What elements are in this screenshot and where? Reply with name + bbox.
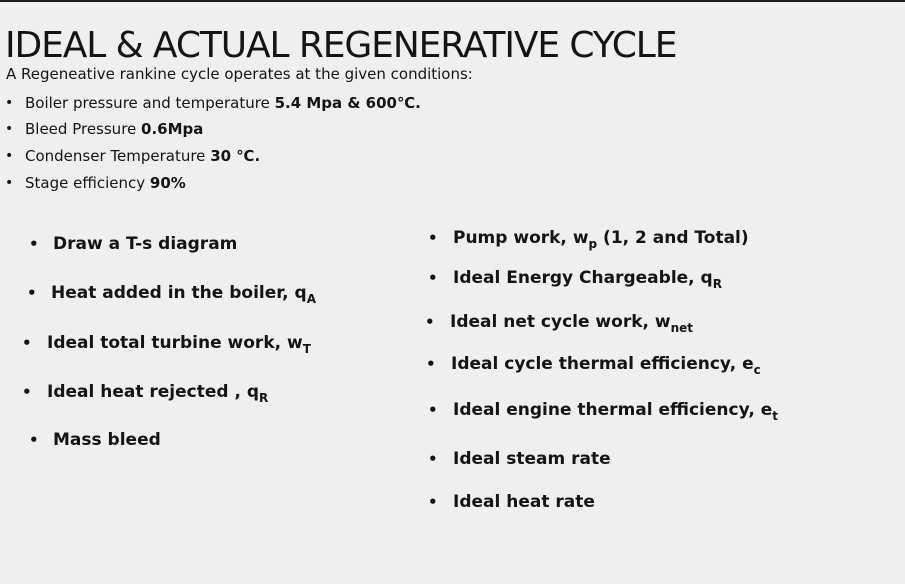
task-subscript: R [712, 277, 722, 291]
task-text: Ideal Energy Chargeable, q [453, 268, 713, 288]
task-text: Ideal engine thermal efficiency, e [453, 400, 773, 420]
bullet-icon: • [428, 229, 438, 247]
bullet-icon: • [428, 269, 438, 287]
bullet-icon: • [22, 334, 32, 352]
task-subscript: c [753, 363, 761, 377]
bullet-icon: • [5, 175, 14, 191]
task-text: Ideal heat rejected , q [47, 382, 260, 402]
condition-value: 5.4 Mpa & 600℃. [274, 94, 421, 112]
bullet-icon: • [22, 383, 32, 401]
task-text: Mass bleed [53, 430, 161, 450]
task-text: Ideal cycle thermal efficiency, e [451, 354, 754, 374]
condition-value: 0.6Mpa [141, 120, 204, 138]
bullet-icon: • [29, 235, 39, 253]
condition-label: Condenser Temperature [25, 147, 211, 165]
slide-title: IDEAL & ACTUAL REGENERATIVE CYCLE [5, 25, 677, 66]
intro-text: A Regeneative rankine cycle operates at the given conditions: [6, 65, 473, 83]
bullet-icon: • [27, 284, 37, 302]
task-subscript: T [302, 342, 311, 356]
task-subscript: t [772, 409, 779, 423]
task-text: Pump work, w [453, 228, 589, 248]
bullet-icon: • [5, 121, 14, 137]
task-text-suffix: (1, 2 and Total) [597, 228, 749, 248]
bullet-icon: • [428, 493, 438, 511]
bullet-icon: • [428, 450, 438, 468]
task-text: Ideal heat rate [453, 492, 595, 512]
bullet-icon: • [428, 401, 438, 419]
bullet-icon: • [29, 431, 39, 449]
task-subscript: R [259, 391, 269, 405]
condition-label: Boiler pressure and temperature [25, 94, 275, 112]
condition-value: 90% [149, 174, 186, 192]
condition-value: 30 ℃. [210, 147, 261, 165]
task-text: Ideal total turbine work, w [47, 333, 303, 353]
task-subscript: A [306, 292, 316, 306]
bullet-icon: • [425, 313, 435, 331]
bullet-icon: • [426, 355, 436, 373]
task-text: Ideal steam rate [453, 449, 611, 469]
bullet-icon: • [5, 95, 14, 111]
task-subscript: p [588, 237, 598, 251]
task-text: Ideal net cycle work, w [450, 312, 671, 332]
task-subscript: net [670, 321, 694, 335]
condition-label: Stage efficiency [25, 174, 150, 192]
task-text: Heat added in the boiler, q [51, 283, 307, 303]
condition-label: Bleed Pressure [25, 120, 142, 138]
slide [0, 2, 905, 584]
bullet-icon: • [5, 148, 14, 164]
task-text: Draw a T-s diagram [53, 234, 238, 254]
